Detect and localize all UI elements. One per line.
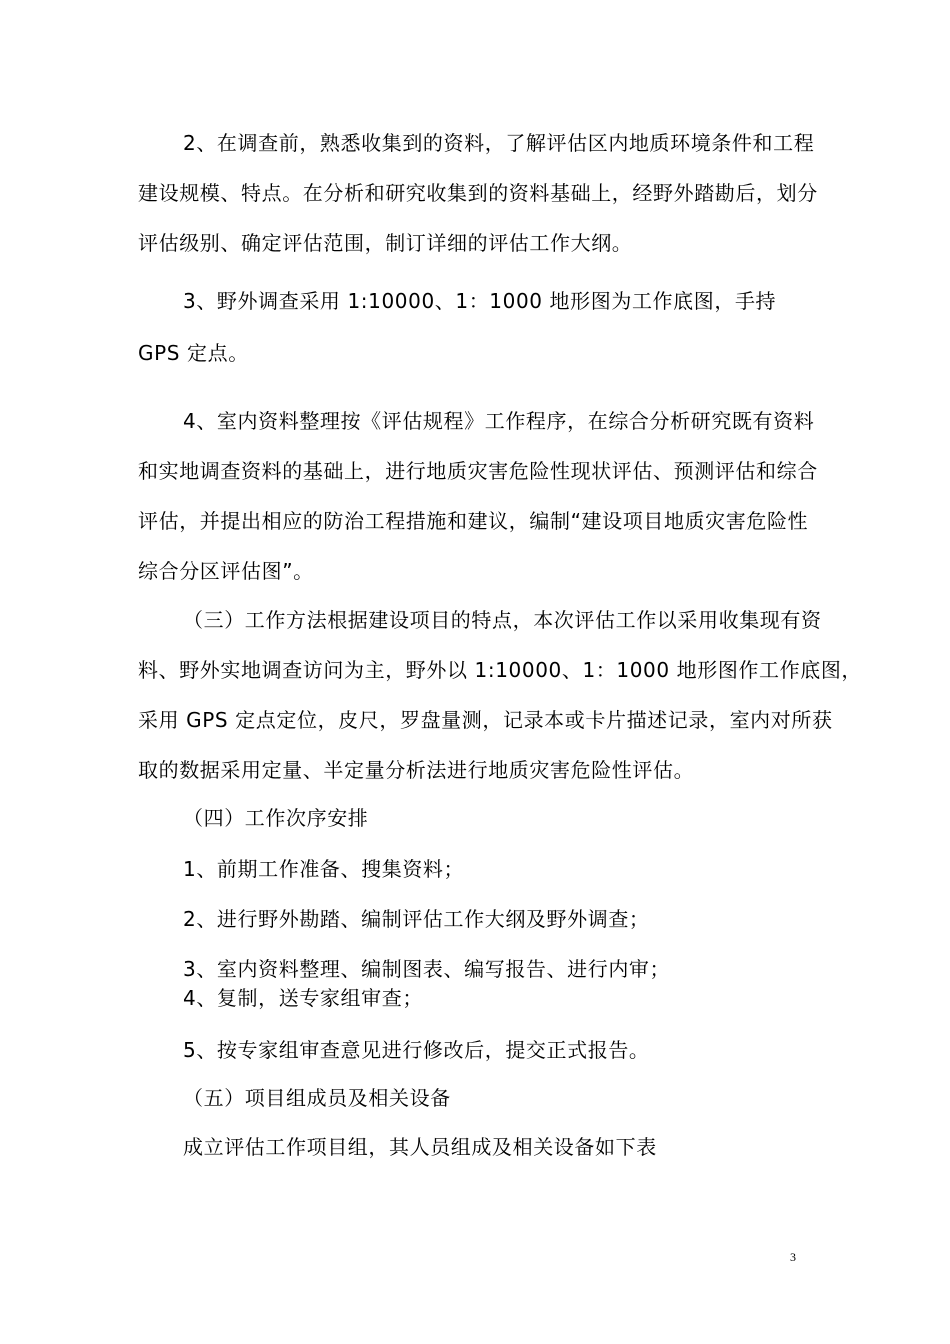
section-4-heading: （四）工作次序安排	[183, 806, 369, 830]
paragraph-2-line-3: 评估级别、确定评估范围，制订详细的评估工作大纲。	[138, 231, 633, 255]
paragraph-3-line-1: 3、野外调查采用 1:10000、1：1000 地形图为工作底图，手持	[183, 289, 777, 313]
section-3-line-1: （三）工作方法根据建设项目的特点，本次评估工作以采用收集现有资	[183, 608, 822, 632]
page-number: 3	[790, 1250, 796, 1264]
section-5-heading: （五）项目组成员及相关设备	[183, 1086, 451, 1110]
schedule-item-4: 4、复制，送专家组审查；	[183, 986, 423, 1010]
section-5-text: 成立评估工作项目组，其人员组成及相关设备如下表	[183, 1135, 657, 1159]
paragraph-2-line-2: 建设规模、特点。在分析和研究收集到的资料基础上，经野外踏勘后，划分	[138, 181, 818, 205]
schedule-item-2: 2、进行野外勘踏、编制评估工作大纲及野外调查；	[183, 907, 650, 931]
section-3-line-3: 采用 GPS 定点定位，皮尺，罗盘量测，记录本或卡片描述记录，室内对所获	[138, 708, 833, 732]
section-3-line-2: 料、野外实地调查访问为主，野外以 1:10000、1：1000 地形图作工作底图，	[138, 658, 863, 682]
section-3-line-4: 取的数据采用定量、半定量分析法进行地质灾害危险性评估。	[138, 758, 695, 782]
paragraph-3-line-2: GPS 定点。	[138, 341, 249, 365]
schedule-item-1: 1、前期工作准备、搜集资料；	[183, 857, 465, 881]
schedule-item-5: 5、按专家组审查意见进行修改后，提交正式报告。	[183, 1038, 650, 1062]
paragraph-4-line-3: 评估，并提出相应的防治工程措施和建议，编制“建设项目地质灾害危险性	[138, 509, 809, 533]
paragraph-4-line-4: 综合分区评估图”。	[138, 559, 314, 583]
paragraph-4-line-2: 和实地调查资料的基础上，进行地质灾害危险性现状评估、预测评估和综合	[138, 459, 818, 483]
paragraph-2-line-1: 2、在调查前，熟悉收集到的资料，了解评估区内地质环境条件和工程	[183, 131, 815, 155]
paragraph-4-line-1: 4、室内资料整理按《评估规程》工作程序，在综合分析研究既有资料	[183, 409, 815, 433]
schedule-item-3: 3、室内资料整理、编制图表、编写报告、进行内审；	[183, 957, 671, 981]
